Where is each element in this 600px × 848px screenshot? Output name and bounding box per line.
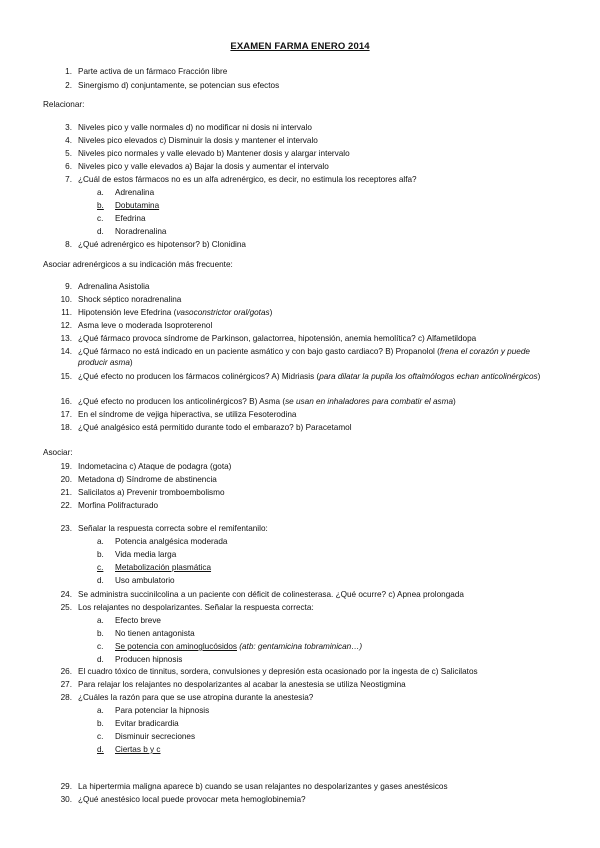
option-28b: b. Evitar bradicardia	[97, 719, 179, 728]
option-25b: b. No tienen antagonista	[97, 629, 195, 638]
option-7c: c. Efedrina	[97, 214, 146, 223]
option-23c: c. Metabolización plasmática	[97, 563, 212, 572]
option-23b: b. Vida media larga	[97, 550, 177, 559]
option-23a: a. Potencia analgésica moderada	[97, 537, 228, 546]
page-title: EXAMEN FARMA ENERO 2014	[230, 41, 370, 52]
section-header-asociar-adrenergicos: Asociar adrenérgicos a su indicación más frecuente:	[43, 260, 233, 269]
option-25d: d. Producen hipnosis	[97, 655, 183, 664]
section-header-asociar: Asociar:	[43, 448, 73, 457]
option-7a: a. Adrenalina	[97, 188, 155, 197]
option-25a: a. Efecto breve	[97, 616, 161, 625]
option-28a: a. Para potenciar la hipnosis	[97, 706, 210, 715]
option-28d: d. Ciertas b y c	[97, 745, 161, 754]
option-7d: d. Noradrenalina	[97, 227, 167, 236]
option-28c: c. Disminuir secreciones	[97, 732, 196, 741]
option-23d: d. Uso ambulatorio	[97, 576, 175, 585]
option-7b: b. Dobutamina	[97, 201, 160, 210]
option-25c: c. Se potencia con aminoglucósidos (atb: gentamicina tobraminican…)	[97, 642, 363, 651]
section-header-relacionar: Relacionar:	[43, 100, 85, 109]
exam-page: EXAMEN FARMA ENERO 2014 1. Parte activa de un fármaco Fracción libre 2. Sinergismo d) conjuntamente, se potencian sus efectos Relacionar: 3. Niveles pico y valle normales d) no modificar ni dosis ni intervalo 4. Niveles pico elevados c) Disminuir la dosis y mantener el intervalo 5. Niveles pico normales y valle elevado b) Mantener dosis y alargar intervalo 6. Niveles pico y valle elevados a) Bajar la dosis y aumentar el intervalo 7. ¿Cuál de estos fármacos no es un alfa adrenérgico, es decir, no estimula los receptores alfa? a. Adrenalina b. Dobutamina c. Efedrina d. Noradrenalina 8. ¿Qué adrenérgico es hipotensor? b) Clonidina Asociar adrenérgicos a su indicación más frecuente: 9. Adrenalina Asistolia 10. Shock séptico noradrenalina 11. Hipotensión leve Efedrina (vasoconstrictor oral/gotas) 12. Asma leve o moderada Isoproterenol 13. ¿Qué fármaco provoca síndrome de Parkinson, galactorrea, hipotensión, anemia hemolítica? c) Alfametildopa 14. ¿Qué fármaco no está indicado en un paciente asmático y con bajo gasto cardiaco? B) Propanolol (frena el corazón y puede producir asma) 15. ¿Qué efecto no producen los fármacos colinérgicos? A) Midriasis (para dilatar la pupila los oftalmólogos echan anticolinérgicos) 16. ¿Qué efecto no producen los anticolinérgicos? B) Asma (se usan en inhaladores para combatir el asma) 17. En el síndrome de vejiga hiperactiva, se utiliza Fesoterodina 18. ¿Qué analgésico está permitido durante todo el embarazo? b) Paracetamol Asociar: 19. Indometacina c) Ataque de podagra (gota) 20. Metadona d) Síndrome de abstinencia 21. Salicilatos a) Prevenir tromboembolismo 22. Morfina Polifracturado 23. Señalar la respuesta correcta sobre el remifentanilo: a. Potencia analgésica moderada b. Vida media larga c. Metabolización plasmática d. Uso ambulatorio 24. Se administra succinilcolina a un paciente con déficit de colinesterasa. ¿Qué ocurre? c) Apnea prolongada 25. Los relajantes no despolarizantes. Señalar la respuesta correcta: a. Efecto breve b. No tienen antagonista c. Se potencia con aminoglucósidos (atb: gentamicina tobraminican…) d. Producen hipnosis 26. El cuadro tóxico de tinnitus, sordera, convulsiones y depresión esta ocasionado por la ingesta de c) Salicilatos 27. Para relajar los relajantes no despolarizantes al acabar la anestesia se utiliza Neostigmina 28. ¿Cuáles la razón para que se use atropina durante la anestesia? a. Para potenciar la hipnosis b. Evitar bradicardia c. Disminuir secreciones d. Ciertas b y c 29. La hipertermia maligna aparece b) cuando se usan relajantes no despolarizantes y gases anestésicos 30. ¿Qué anestésico local puede provocar meta hemoglobinemia?	[0, 0, 600, 848]
